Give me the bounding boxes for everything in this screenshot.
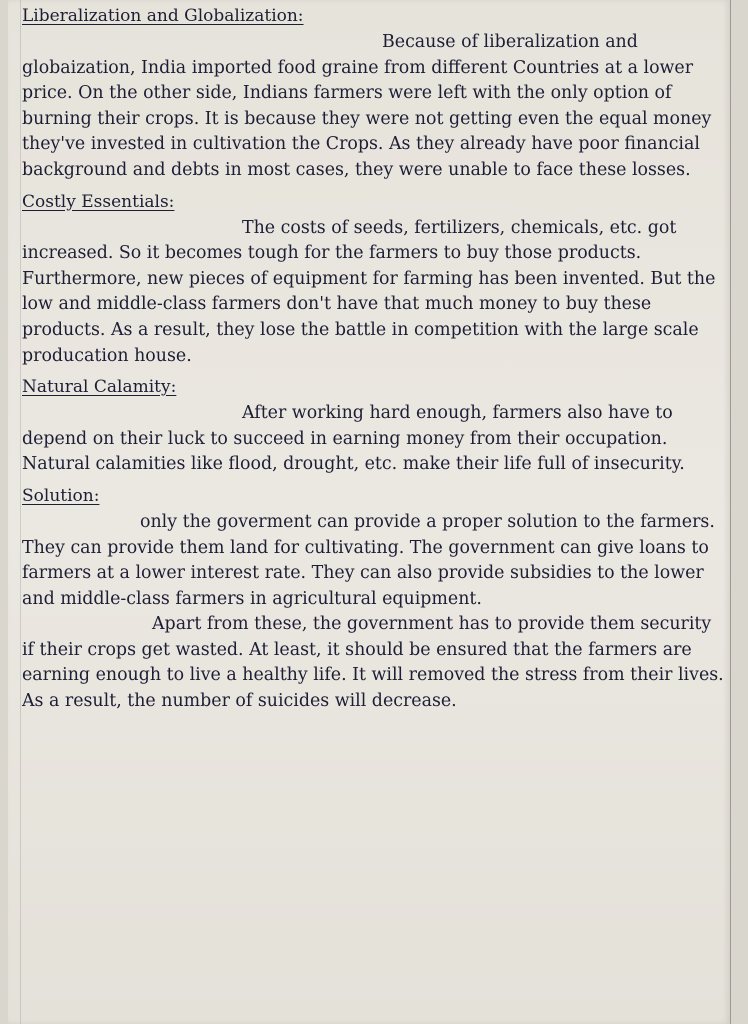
section-paragraph: Apart from these, the government has to provide them security if their crops get wasted. At least, it should be ensured that the farmers are earning enough to live a healthy life. It will removed the stress from their lives. As a result, the number of suicides will decrease. [22, 614, 724, 712]
section-liberalization [22, 2, 728, 184]
margin-line [20, 0, 21, 1024]
section-heading: Liberalization and Globalization: [22, 6, 304, 26]
handwritten-essay [22, 2, 728, 719]
section-costly-essentials [22, 188, 728, 370]
section-paragraph: After working hard enough, farmers also have to depend on their luck to succeed in earning money from their occupation. Natural calamities like flood, drought, etc. make their life full of insecurity. [22, 403, 685, 475]
section-paragraph: The costs of seeds, fertilizers, chemicals, etc. got increased. So it becomes tough for the farmers to buy those products. Furthermore, new pieces of equipment for farming has been invented. But the low and middle-class farmers don't have that much money to buy these products. As a result, they lose the battle in competition with the large scale producation house. [22, 217, 716, 366]
section-natural-calamity [22, 373, 728, 478]
section-heading: Natural Calamity: [22, 377, 177, 398]
section-heading: Costly Essentials: [22, 191, 175, 212]
section-solution [22, 482, 728, 715]
section-paragraph: Because of liberalization and globaization, India imported food graine from different Countries at a lower price. On the other side, Indians farmers were left with the only option of burning their crops. It is because they were not getting even the equal money they've invested in cultivation the Crops. As they already have poor financial background and debts in most cases, they were unable to face these losses. [22, 32, 712, 180]
notebook-page [8, 0, 731, 1024]
section-paragraph: only the goverment can provide a proper solution to the farmers. They can provide them land for cultivating. The government can give loans to farmers at a lower interest rate. They can also provide subsidies to the lower and middle-class farmers in agricultural equipment. [22, 511, 715, 609]
section-heading: Solution: [22, 485, 100, 506]
